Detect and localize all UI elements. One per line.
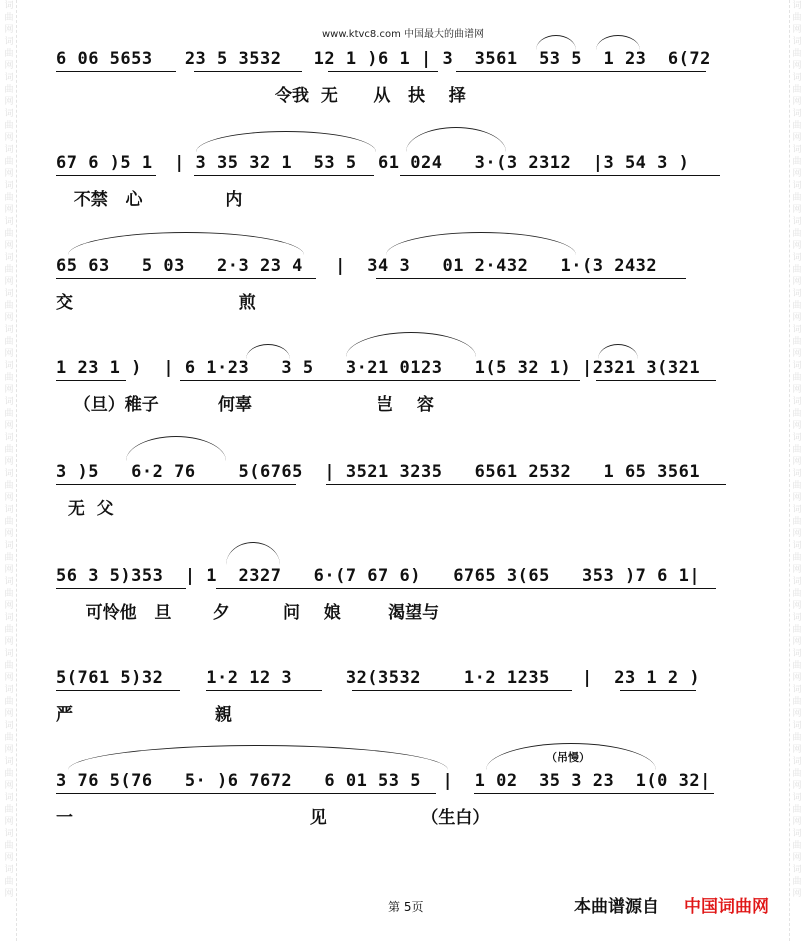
watermark-text: 词曲网 — [4, 253, 14, 287]
watermark-text: 词曲网 — [4, 325, 14, 359]
beam — [194, 71, 302, 72]
beam — [56, 588, 186, 589]
watermark-text: 词曲网 — [792, 829, 802, 863]
beam — [56, 484, 296, 485]
jianpu-notes: 1 23 1 ) | 6 1·23 3 5 3·21 0123 1(5 32 1) |2321 3(321 — [56, 358, 701, 378]
watermark-text: 词曲网 — [4, 541, 14, 575]
beam — [206, 690, 322, 691]
watermark-text: 词曲网 — [4, 145, 14, 179]
watermark-text: 词曲网 — [4, 289, 14, 323]
tempo-mark: （吊慢） — [546, 751, 590, 764]
slur — [246, 344, 290, 359]
watermark-text: 词曲网 — [792, 685, 802, 719]
lyrics-line: 一 见 （生白） — [56, 808, 490, 828]
watermark-text: 词曲网 — [4, 1, 14, 35]
watermark-text: 词曲网 — [792, 433, 802, 467]
watermark-text: 词曲网 — [4, 469, 14, 503]
watermark-text: 词曲网 — [792, 505, 802, 539]
watermark-text: 词曲网 — [4, 109, 14, 143]
watermark-text: 词曲网 — [4, 577, 14, 611]
beam — [56, 793, 436, 794]
watermark-text: 词曲网 — [4, 217, 14, 251]
page-number: 第 5页 — [388, 900, 424, 914]
slur — [226, 542, 280, 565]
watermark-text: 词曲网 — [4, 37, 14, 71]
beam — [56, 690, 180, 691]
watermark-text: 词曲网 — [4, 433, 14, 467]
watermark-text: 词曲网 — [792, 253, 802, 287]
slur — [598, 344, 638, 359]
site-header: www.ktvc8.com 中国最大的曲谱网 — [321, 29, 484, 40]
watermark-text: 词曲网 — [4, 721, 14, 755]
watermark-text: 词曲网 — [792, 577, 802, 611]
watermark-text: 词曲网 — [792, 649, 802, 683]
jianpu-notes: 6 06 5653 23 5 3532 12 1 )6 1 | 3 3561 53 5 1 23 6(72 — [56, 49, 711, 69]
lyrics-line: 交 煎 — [56, 293, 256, 313]
beam — [180, 380, 580, 381]
watermark-text: 词曲网 — [792, 109, 802, 143]
beam — [194, 175, 374, 176]
slur — [68, 232, 304, 255]
watermark-text: 词曲网 — [4, 361, 14, 395]
watermark-text: 词曲网 — [792, 865, 802, 899]
watermark-text: 词曲网 — [4, 685, 14, 719]
watermark-text: 词曲网 — [4, 757, 14, 791]
source-label: 本曲谱源自 — [574, 897, 659, 917]
watermark-text: 词曲网 — [792, 397, 802, 431]
watermark-text: 词曲网 — [4, 73, 14, 107]
beam — [352, 690, 572, 691]
watermark-text: 词曲网 — [792, 37, 802, 71]
lyrics-line: 不禁 心 内 — [56, 190, 243, 210]
watermark-text: 词曲网 — [4, 649, 14, 683]
watermark-text: 词曲网 — [4, 397, 14, 431]
watermark-text: 词曲网 — [4, 865, 14, 899]
slur — [406, 127, 506, 152]
watermark-text: 词曲网 — [792, 181, 802, 215]
beam — [400, 175, 720, 176]
site-name[interactable]: 中国词曲网 — [684, 897, 769, 917]
watermark-text: 词曲网 — [792, 757, 802, 791]
jianpu-notes: 56 3 5)353 | 1 2327 6·(7 67 6) 6765 3(65 353 )7 6 1| — [56, 566, 701, 586]
lyrics-line: 严 親 — [56, 705, 233, 725]
watermark-text: 词曲网 — [792, 217, 802, 251]
watermark-text: 词曲网 — [792, 469, 802, 503]
watermark-text: 词曲网 — [4, 829, 14, 863]
slur — [68, 745, 448, 770]
beam — [376, 278, 686, 279]
lyrics-line: （旦）稚子 何辜 岂 容 — [56, 395, 434, 415]
lyrics-line: 令我 无 从 抉 择 — [56, 86, 466, 106]
beam — [326, 484, 726, 485]
lyrics-line: 可怜他 旦 夕 问 娘 渴望与 — [56, 603, 440, 623]
watermark-text: 词曲网 — [792, 325, 802, 359]
slur — [126, 436, 226, 461]
watermark-text: 词曲网 — [792, 73, 802, 107]
beam — [474, 793, 714, 794]
beam — [56, 278, 316, 279]
jianpu-notes: 3 76 5(76 5· )6 7672 6 01 53 5 | 1 02 35 3 23 1(0 32| — [56, 771, 711, 791]
watermark-text: 词曲网 — [792, 1, 802, 35]
left-watermark-strip — [2, 0, 17, 941]
beam — [56, 71, 176, 72]
right-watermark-strip — [789, 0, 804, 941]
watermark-text: 词曲网 — [792, 721, 802, 755]
beam — [56, 175, 156, 176]
beam — [596, 380, 716, 381]
watermark-text: 词曲网 — [792, 613, 802, 647]
beam — [456, 71, 706, 72]
watermark-text: 词曲网 — [4, 793, 14, 827]
beam — [56, 380, 126, 381]
beam — [216, 588, 716, 589]
jianpu-notes: 5(761 5)32 1·2 12 3 32(3532 1·2 1235 | 23 1 2 ) — [56, 668, 701, 688]
beam — [620, 690, 696, 691]
slur — [196, 131, 376, 152]
watermark-text: 词曲网 — [792, 793, 802, 827]
jianpu-notes: 65 63 5 03 2·3 23 4 | 34 3 01 2·432 1·(3 2432 — [56, 256, 658, 276]
watermark-text: 词曲网 — [792, 145, 802, 179]
watermark-text: 词曲网 — [792, 541, 802, 575]
slur — [386, 232, 576, 255]
lyrics-line: 无 父 — [56, 499, 114, 519]
jianpu-notes: 3 )5 6·2 76 5(6765 | 3521 3235 6561 2532 1 65 3561 — [56, 462, 701, 482]
watermark-text: 词曲网 — [4, 505, 14, 539]
watermark-text: 词曲网 — [792, 361, 802, 395]
jianpu-notes: 67 6 )5 1 | 3 35 32 1 53 5 61 024 3·(3 2312 |3 54 3 ) — [56, 153, 690, 173]
beam — [328, 71, 438, 72]
watermark-text: 词曲网 — [4, 181, 14, 215]
slur — [346, 332, 476, 357]
watermark-text: 词曲网 — [792, 289, 802, 323]
watermark-text: 词曲网 — [4, 613, 14, 647]
